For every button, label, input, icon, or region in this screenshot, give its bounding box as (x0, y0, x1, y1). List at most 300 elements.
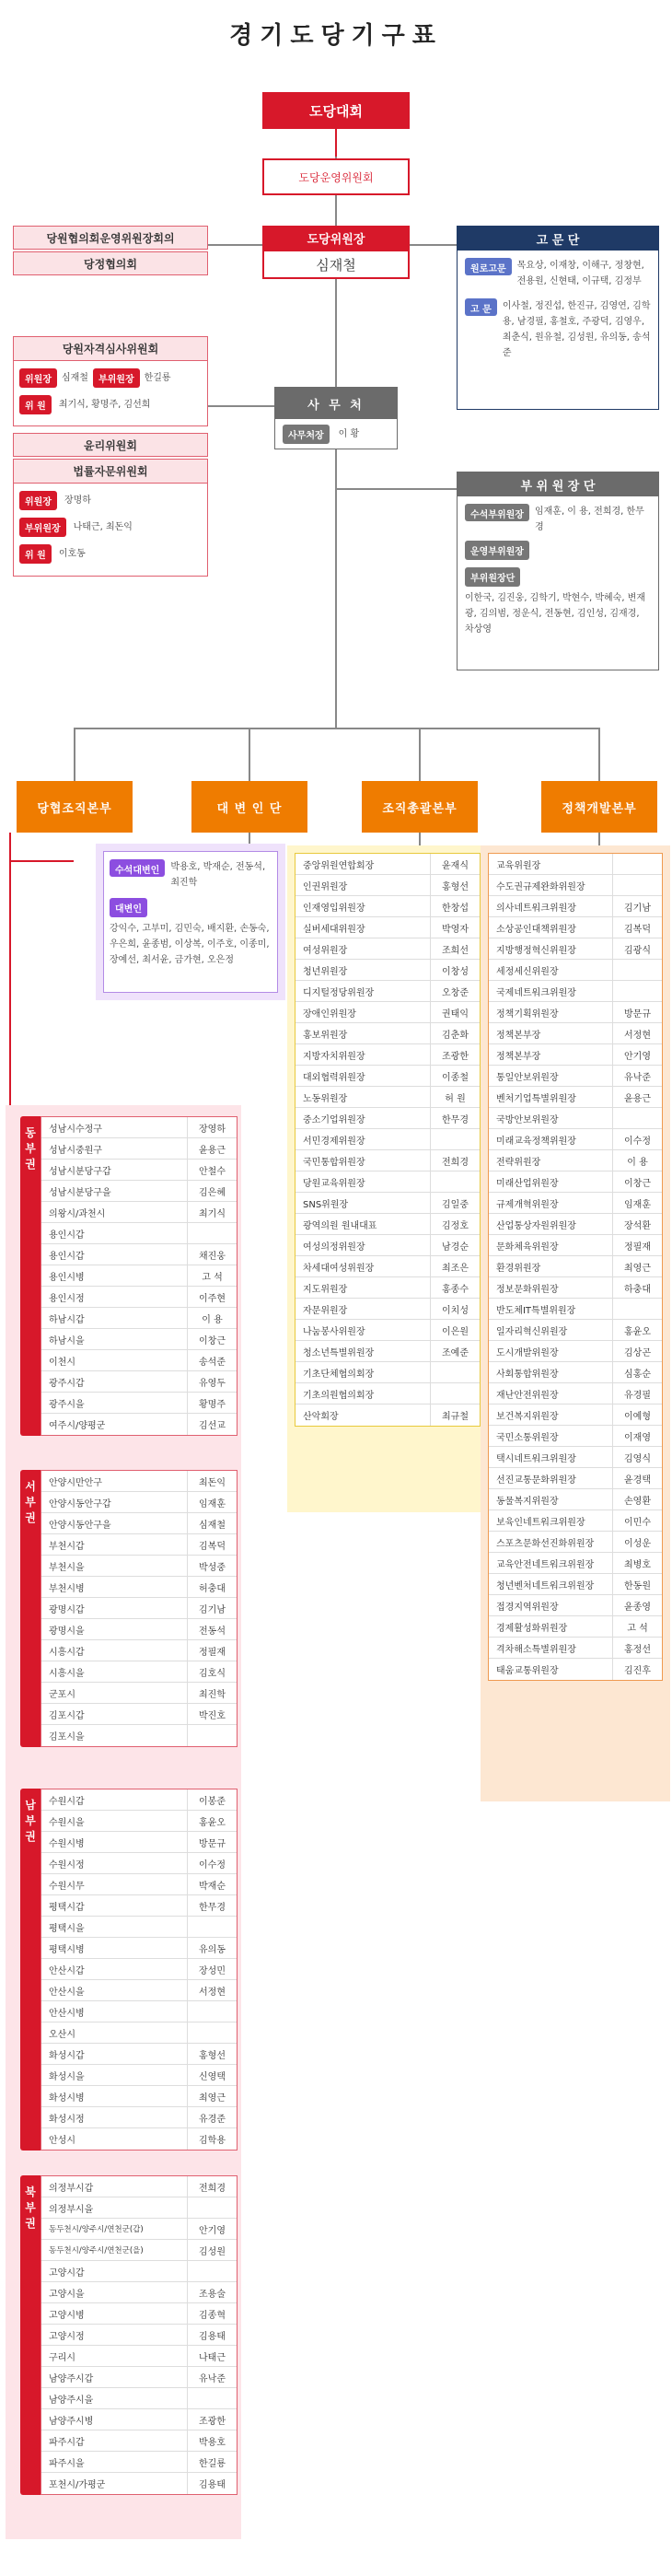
policy-row (489, 875, 662, 896)
org-position: 홍보위원장 (303, 1030, 348, 1041)
district-name: 안산시을 (49, 1987, 85, 1998)
legal-member-value: 이호동 (58, 549, 86, 559)
org-position: 산악회장 (303, 1412, 339, 1422)
advisors-group (457, 226, 659, 410)
district-name: 하남시갑 (49, 1314, 85, 1325)
district-row (41, 2001, 237, 2022)
region-label-char: 서 (25, 1480, 36, 1493)
policy-row (489, 854, 662, 875)
policy-row (489, 1129, 662, 1150)
district-chair: 유낙준 (187, 2367, 237, 2387)
policy-position: 격차해소특별위원장 (496, 1644, 576, 1655)
convention-box: 도당대회 (262, 92, 410, 129)
policy-position: 재난안전위원장 (496, 1390, 559, 1401)
org-position: 대외협력위원장 (303, 1072, 365, 1083)
policy-row (489, 1426, 662, 1447)
operation-vice-chair-tag: 운영부위원장 (465, 541, 529, 560)
vice-chair-names: 이한국, 김진웅, 김학기, 박현수, 박혜숙, 변재광, 김의범, 정운식, 전동현, 김인성, 김재경, 차상영 (465, 593, 646, 635)
region-list (41, 1116, 238, 1436)
spokesperson-names: 강익수, 고부미, 김민숙, 배지환, 손동숙, 우은희, 윤종범, 이상복, 이주호, 이종미, 장예선, 최서윤, 금가현, 오은정 (110, 924, 270, 965)
org-name: 김일중 (430, 1193, 480, 1213)
policy-name: 홍윤오 (612, 1320, 662, 1340)
org-row (295, 1299, 480, 1320)
org-position: 인권위원장 (303, 881, 348, 892)
district-chair: 최기식 (187, 1202, 237, 1222)
div-line-1 (74, 728, 75, 781)
district-name: 용인시갑 (49, 1230, 85, 1241)
party-government-council-box: 당정협의회 (13, 251, 208, 275)
div-line-4 (598, 728, 600, 781)
district-chair: 전동석 (187, 1619, 237, 1639)
legal-vice-value: 나태근, 최돈익 (73, 522, 133, 532)
district-name: 성남시중원구 (49, 1145, 102, 1156)
district-chair: 이창근 (187, 1329, 237, 1349)
district-row (41, 1393, 237, 1414)
district-row (41, 1959, 237, 1980)
region-label-char: 부 (25, 1142, 36, 1155)
org-position: 지도위원장 (303, 1284, 348, 1295)
org-name: 조희선 (430, 938, 480, 959)
org-position: 서민경제위원장 (303, 1136, 365, 1147)
org-row (295, 1171, 480, 1193)
district-name: 부천시을 (49, 1562, 85, 1573)
district-name: 포천시/가평군 (49, 2480, 106, 2490)
district-name: 김포시갑 (49, 1710, 85, 1721)
org-name: 김정호 (430, 1214, 480, 1234)
secretary-general-name: 이 황 (338, 429, 360, 439)
policy-name: 이성운 (612, 1532, 662, 1552)
vice-chair-tag: 부위원장 (93, 368, 140, 388)
district-row (41, 1789, 237, 1811)
district-name: 안양시만안구 (49, 1477, 102, 1488)
district-row (41, 1160, 237, 1181)
policy-row (489, 1383, 662, 1405)
district-name: 의왕시/과천시 (49, 1208, 106, 1219)
policy-name: 김광식 (612, 938, 662, 959)
district-chair: 송석준 (187, 1350, 237, 1370)
policy-name: 임재훈 (612, 1193, 662, 1213)
district-chair: 박성중 (187, 1556, 237, 1576)
spokesperson-group (96, 844, 285, 1000)
policy-position: 동물복지위원장 (496, 1496, 559, 1507)
district-chair: 서정현 (187, 1980, 237, 2000)
spokesperson-card (103, 851, 278, 993)
policy-row (489, 1299, 662, 1320)
policy-row (489, 1553, 662, 1574)
region-label-char: 부 (25, 1814, 36, 1827)
district-chair: 이수정 (187, 1853, 237, 1873)
district-chair: 윤용근 (187, 1138, 237, 1159)
district-name: 고양시정 (49, 2331, 85, 2342)
org-position: 중앙위원연합회장 (303, 860, 375, 871)
org-position: 자문위원장 (303, 1305, 348, 1316)
division-horizontal-line (74, 728, 599, 729)
district-row (41, 1938, 237, 1959)
district-row (41, 1287, 237, 1308)
district-name: 성남시분당구갑 (49, 1166, 111, 1177)
policy-position: 선진교통문화위원장 (496, 1474, 576, 1486)
chief-spokesperson-names: 박용호, 박재순, 전동석, 최진학 (170, 862, 266, 888)
district-name: 의정부시갑 (49, 2183, 94, 2194)
district-row (41, 2452, 237, 2473)
district-chair (187, 2022, 237, 2043)
org-name: 김춘화 (430, 1023, 480, 1043)
policy-name: 이창근 (612, 1171, 662, 1192)
policy-development-division: 정책개발본부 (541, 781, 657, 833)
district-chair: 최진학 (187, 1683, 237, 1703)
district-row (41, 2261, 237, 2282)
region-0 (20, 1116, 238, 1436)
policy-position: 국방안보위원장 (496, 1114, 559, 1125)
policy-position: 문화체육위원장 (496, 1241, 559, 1253)
chief-spokesperson-tag: 수석대변인 (110, 859, 165, 877)
operation-conference-box: 당원협의회운영위원장회의 (13, 226, 208, 250)
district-chair: 허충대 (187, 1577, 237, 1597)
district-row (41, 2409, 237, 2430)
spokesperson-division: 대 변 인 단 (191, 781, 307, 833)
secretary-general-tag: 사무처장 (283, 425, 330, 444)
district-row (41, 1117, 237, 1138)
policy-name: 유낙준 (612, 1066, 662, 1086)
policy-position: 규제개혁위원장 (496, 1199, 559, 1210)
district-name: 화성시병 (49, 2092, 85, 2104)
org-position: 지방자치위원장 (303, 1051, 365, 1062)
organization-general-division: 조직총괄본부 (362, 781, 478, 833)
secretariat-group (274, 387, 398, 449)
district-row (41, 1371, 237, 1393)
district-name: 평택시갑 (49, 1902, 85, 1913)
district-row (41, 1853, 237, 1874)
district-row (41, 2325, 237, 2346)
district-name: 광주시을 (49, 1399, 85, 1410)
region-1 (20, 1470, 238, 1747)
district-row (41, 2128, 237, 2150)
policy-position: 미래산업위원장 (496, 1178, 559, 1189)
org-position: 기초의원협의회장 (303, 1390, 375, 1401)
policy-row (489, 1320, 662, 1341)
org-name: 홍종수 (430, 1277, 480, 1298)
district-chair: 김기남 (187, 1598, 237, 1618)
policy-name: 손영환 (612, 1489, 662, 1509)
policy-row (489, 1277, 662, 1299)
district-name: 파주시을 (49, 2458, 85, 2469)
org-name: 윤재식 (430, 854, 480, 874)
org-row (295, 960, 480, 981)
district-name: 화성시을 (49, 2071, 85, 2082)
policy-position: 세정세신위원장 (496, 966, 559, 977)
region-label (20, 1789, 41, 2151)
chair-tag: 위원장 (19, 368, 57, 388)
policy-row (489, 938, 662, 960)
legal-title: 법률자문위원회 (14, 460, 207, 484)
qualification-title: 당원자격심사위원회 (14, 337, 207, 361)
district-chair (187, 2388, 237, 2408)
legal-chair-tag: 위원장 (19, 491, 57, 510)
div-line-2 (249, 728, 250, 781)
district-chair: 조광한 (187, 2409, 237, 2430)
district-name: 부천시갑 (49, 1541, 85, 1552)
advisor-names: 이사철, 정진섭, 한진규, 김영연, 김학용, 남경필, 홍철호, 주광덕, 김영우, 최춘식, 원유철, 김성원, 유의동, 송석준 (502, 301, 651, 358)
policy-row (489, 1405, 662, 1426)
district-row (41, 1704, 237, 1725)
policy-position: 수도권규제완화위원장 (496, 881, 585, 892)
vice-chairs-group (457, 472, 659, 670)
policy-line (598, 833, 600, 845)
org-row (295, 1341, 480, 1362)
policy-row (489, 1171, 662, 1193)
district-chair: 장영하 (187, 1117, 237, 1137)
district-name: 시흥시갑 (49, 1647, 85, 1658)
district-chair: 안기영 (187, 2219, 237, 2239)
advisor-tag: 고 문 (465, 298, 497, 316)
policy-name: 이재영 (612, 1426, 662, 1446)
district-name: 화성시갑 (49, 2050, 85, 2061)
district-row (41, 1725, 237, 1746)
spokesperson-tag: 대변인 (110, 898, 147, 917)
district-name: 여주시/양평군 (49, 1421, 106, 1431)
policy-name: 윤경택 (612, 1468, 662, 1488)
district-name: 수원시정 (49, 1859, 85, 1871)
chief-spokesperson-row (110, 859, 272, 891)
legal-row-2 (14, 510, 207, 537)
policy-name: 이 용 (612, 1150, 662, 1171)
district-chair: 김성원 (187, 2240, 237, 2260)
organization-list (295, 853, 481, 1427)
district-row (41, 2219, 237, 2240)
policy-list (488, 853, 663, 1681)
district-chair: 한길룡 (187, 2452, 237, 2472)
district-row (41, 2367, 237, 2388)
policy-name: 정필재 (612, 1235, 662, 1255)
org-position: 디지털정당위원장 (303, 987, 375, 998)
policy-row (489, 1193, 662, 1214)
red-connector (335, 129, 337, 157)
org-line (419, 833, 421, 845)
policy-row (489, 1362, 662, 1383)
policy-position: 소상공인대책위원장 (496, 924, 576, 935)
org-row (295, 896, 480, 917)
policy-row (489, 1023, 662, 1044)
district-chair: 전희경 (187, 2176, 237, 2197)
org-name: 이은원 (430, 1320, 480, 1340)
district-row (41, 1202, 237, 1223)
org-row (295, 1108, 480, 1129)
region-label-char: 부 (25, 2201, 36, 2214)
operation-vice-chairs (458, 535, 658, 560)
policy-row (489, 1256, 662, 1277)
policy-row (489, 1108, 662, 1129)
district-chair (187, 2001, 237, 2022)
district-chair: 김복덕 (187, 1534, 237, 1555)
org-name: 오창준 (430, 981, 480, 1001)
district-row (41, 1265, 237, 1287)
district-row (41, 2197, 237, 2219)
district-row (41, 1683, 237, 1704)
region-label-char: 동 (25, 1126, 36, 1139)
org-position: 여성위원장 (303, 945, 348, 956)
org-name: 박영자 (430, 917, 480, 938)
org-row (295, 1320, 480, 1341)
district-name: 광명시갑 (49, 1604, 85, 1615)
region-label (20, 1470, 41, 1747)
org-position: 차세대여성위원장 (303, 1263, 375, 1274)
legal-member-tag: 위 원 (19, 544, 52, 564)
district-chair: 김은혜 (187, 1181, 237, 1201)
org-row (295, 1383, 480, 1405)
district-name: 오산시 (49, 2029, 75, 2040)
district-chair: 홍형선 (187, 2044, 237, 2064)
policy-position: 산업통상자원위원장 (496, 1220, 576, 1231)
steering-committee-box: 도당운영위원회 (262, 158, 410, 195)
policy-name: 고 석 (612, 1616, 662, 1637)
policy-row (489, 896, 662, 917)
district-chair: 황명주 (187, 1393, 237, 1413)
policy-name (612, 960, 662, 980)
district-row (41, 2430, 237, 2452)
district-name: 화성시정 (49, 2114, 85, 2125)
district-row (41, 1350, 237, 1371)
district-name: 남양주시병 (49, 2416, 94, 2427)
org-position: 광역의원 원내대표 (303, 1220, 377, 1231)
org-name: 이종철 (430, 1066, 480, 1086)
district-row (41, 1661, 237, 1683)
right-connector-2 (337, 488, 457, 490)
policy-position: 정책기획위원장 (496, 1008, 559, 1020)
policy-position: 전략위원장 (496, 1157, 541, 1168)
district-row (41, 1556, 237, 1577)
policy-row (489, 1341, 662, 1362)
district-name: 고양시을 (49, 2289, 85, 2300)
org-row (295, 1256, 480, 1277)
district-chair: 이 용 (187, 1308, 237, 1328)
policy-name: 윤용근 (612, 1087, 662, 1107)
org-position: 실버세대위원장 (303, 924, 365, 935)
region-label (20, 2175, 41, 2495)
policy-position: 도시개발위원장 (496, 1347, 559, 1358)
legal-row-1 (14, 484, 207, 510)
district-row (41, 2065, 237, 2086)
org-row (295, 1066, 480, 1087)
page-title: 경기도당기구표 (229, 22, 443, 50)
district-chair: 김용태 (187, 2325, 237, 2345)
org-name: 조광한 (430, 1044, 480, 1065)
district-chair: 신영택 (187, 2065, 237, 2085)
org-name: 조예준 (430, 1341, 480, 1361)
advisors (458, 289, 658, 361)
policy-row (489, 1595, 662, 1616)
district-row (41, 1181, 237, 1202)
policy-row (489, 1616, 662, 1638)
org-name: 홍형선 (430, 875, 480, 895)
policy-position: 접경지역위원장 (496, 1602, 559, 1613)
region-line-h (9, 860, 74, 862)
ethics-committee-box: 윤리위원회 (13, 433, 208, 457)
policy-position: 일자리혁신위원장 (496, 1326, 568, 1337)
policy-row (489, 1638, 662, 1659)
region-line (9, 833, 11, 1105)
district-chair (187, 2197, 237, 2218)
region-label-char: 북 (25, 2186, 36, 2198)
district-name: 평택시을 (49, 1923, 85, 1934)
vice-chair-value: 한길룡 (144, 373, 171, 383)
region-2 (20, 1789, 238, 2151)
district-name: 남양주시을 (49, 2395, 94, 2406)
policy-row (489, 1087, 662, 1108)
district-name: 안성시 (49, 2136, 75, 2146)
district-name: 동두천시/양주시/연천군(갑) (49, 2225, 144, 2234)
district-row (41, 1980, 237, 2001)
org-row (295, 1362, 480, 1383)
policy-name: 유경필 (612, 1383, 662, 1404)
policy-position: 국제네트워크위원장 (496, 987, 576, 998)
org-row (295, 1129, 480, 1150)
district-chair (187, 1725, 237, 1746)
district-name: 이천시 (49, 1357, 75, 1368)
district-chair: 임재훈 (187, 1492, 237, 1512)
district-name: 군포시 (49, 1689, 75, 1700)
district-row (41, 1308, 237, 1329)
policy-name (612, 875, 662, 895)
policy-row (489, 1489, 662, 1510)
policy-position: 태움교통위원장 (496, 1666, 559, 1676)
policy-position: 경제활성화위원장 (496, 1623, 568, 1634)
organization-list-panel (287, 845, 488, 1512)
district-row (41, 1811, 237, 1832)
senior-advisor-tag: 원로고문 (465, 258, 512, 275)
policy-position: 지방행정혁신위원장 (496, 945, 576, 956)
qualification-committee (13, 336, 208, 426)
district-chair: 최영근 (187, 2086, 237, 2106)
district-name: 의정부시을 (49, 2204, 94, 2215)
policy-name: 김복덕 (612, 917, 662, 938)
district-chair: 김선교 (187, 1414, 237, 1435)
policy-name: 심홍순 (612, 1362, 662, 1382)
district-chair: 유의동 (187, 1938, 237, 1958)
member-tag: 위 원 (19, 395, 52, 414)
region-label-char: 권 (25, 1158, 36, 1171)
policy-position: 보육인네트워크위원장 (496, 1517, 585, 1528)
policy-row (489, 1150, 662, 1171)
policy-name (612, 854, 662, 874)
policy-position: 보건복지위원장 (496, 1411, 559, 1422)
district-name: 성남시수정구 (49, 1124, 102, 1135)
district-row (41, 1471, 237, 1492)
org-position: 장애인위원장 (303, 1008, 356, 1020)
chair-value: 심재철 (61, 373, 88, 383)
district-name: 수원시갑 (49, 1796, 85, 1807)
policy-name: 안기영 (612, 1044, 662, 1065)
district-row (41, 2388, 237, 2409)
district-chair: 안철수 (187, 1160, 237, 1180)
policy-position: 반도체IT특별위원장 (496, 1305, 576, 1316)
district-chair (187, 1917, 237, 1937)
district-name: 김포시을 (49, 1732, 85, 1743)
senior-advisors (458, 251, 658, 289)
policy-name: 장석환 (612, 1214, 662, 1234)
region-list (41, 1470, 238, 1747)
district-name: 하남시을 (49, 1335, 85, 1346)
secretariat-title: 사 무 처 (275, 388, 397, 419)
district-name: 부천시병 (49, 1583, 85, 1594)
senior-vice-chairs (458, 496, 658, 535)
policy-name: 서정현 (612, 1023, 662, 1043)
district-row (41, 1223, 237, 1244)
org-position: 여성의정위원장 (303, 1241, 365, 1253)
district-name: 고양시병 (49, 2310, 85, 2321)
spokesperson-row (110, 898, 272, 968)
policy-row (489, 1214, 662, 1235)
district-name: 시흥시을 (49, 1668, 85, 1679)
